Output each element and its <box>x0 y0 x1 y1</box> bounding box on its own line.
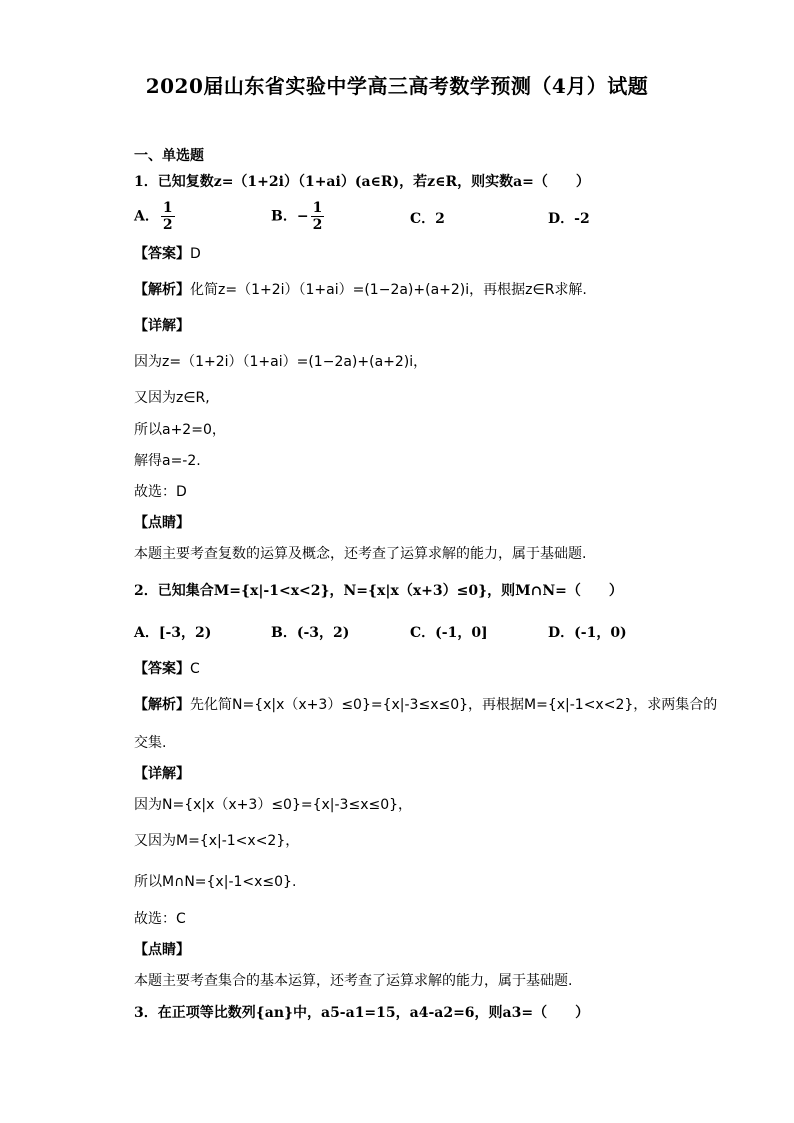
q1-answer <box>134 244 201 264</box>
q1-answer-value: D <box>190 246 201 262</box>
q1-analysis-tag: 【解析】 <box>134 282 190 298</box>
q2-detail-tag: 【详解】 <box>134 766 190 782</box>
q1-analysis-text: 化简z=（1+2i）（1+ai）=(1−2a)+(a+2)i，再根据z∈R求解. <box>190 282 587 298</box>
q1-option-b-numerator: 1 <box>312 200 323 216</box>
q2-option-d: D．(-1，0) <box>548 625 627 641</box>
q1-analysis <box>134 280 587 300</box>
q2-detail-line-4: 故选：C <box>134 911 186 927</box>
q2-answer-tag: 【答案】 <box>134 661 190 677</box>
q1-detail-line-4: 解得a=-2. <box>134 453 201 469</box>
q1-option-a-fraction <box>161 200 175 233</box>
q1-option-d: D．-2 <box>548 211 590 227</box>
q1-answer-tag: 【答案】 <box>134 246 190 262</box>
q2-answer-value: C <box>190 661 200 677</box>
q2-detail-line-1: 因为N={x|x（x+3）≤0}={x|-3≤x≤0}， <box>134 797 413 813</box>
q1-option-b-fraction <box>311 200 325 233</box>
q2-comment-tag: 【点睛】 <box>134 942 190 958</box>
q2-analysis-text: 先化简N={x|x（x+3）≤0}={x|-3≤x≤0}，再根据M={x|-1<x<2}，求两集合的 <box>190 697 718 713</box>
q2-analysis-tag: 【解析】 <box>134 697 190 713</box>
q1-option-c: C．2 <box>410 211 445 227</box>
q2-analysis-continuation: 交集. <box>134 735 167 751</box>
q3-stem: 3．在正项等比数列{an}中，a5-a1=15，a4-a2=6，则a3=（ ） <box>134 1005 590 1021</box>
q1-detail-tag: 【详解】 <box>134 318 190 334</box>
q1-option-a-denominator: 2 <box>162 217 173 233</box>
q2-answer <box>134 659 200 679</box>
section-heading: 一、单选题 <box>134 148 204 164</box>
q2-option-a: A．[-3，2) <box>134 625 212 641</box>
q1-comment-tag: 【点睛】 <box>134 515 190 531</box>
q2-detail-line-2: 又因为M={x|-1<x<2}， <box>134 833 300 849</box>
q1-option-a-label: A． <box>134 208 159 225</box>
q2-detail-line-3: 所以M∩N={x|-1<x≤0}. <box>134 874 297 890</box>
q1-detail-line-3: 所以a+2=0， <box>134 422 226 438</box>
q1-option-b <box>271 200 326 233</box>
q1-comment: 本题主要考查复数的运算及概念，还考查了运算求解的能力，属于基础题. <box>134 546 587 562</box>
q1-option-a-numerator: 1 <box>162 200 173 216</box>
q2-analysis <box>134 695 717 715</box>
q2-option-c: C．(-1，0] <box>410 625 488 641</box>
q1-stem: 1．已知复数z=（1+2i）（1+ai）(a∈R)，若z∈R，则实数a=（ ） <box>134 174 590 190</box>
page-title: 2020届山东省实验中学高三高考数学预测（4月）试题 <box>145 74 649 98</box>
q1-detail-line-5: 故选：D <box>134 484 187 500</box>
q1-detail-line-1: 因为z=（1+2i）（1+ai）=(1−2a)+(a+2)i， <box>134 354 428 370</box>
q2-comment: 本题主要考查集合的基本运算，还考查了运算求解的能力，属于基础题. <box>134 973 573 989</box>
q1-option-a <box>134 200 177 233</box>
q2-option-b: B．(-3，2) <box>271 625 350 641</box>
q2-stem: 2．已知集合M={x|-1<x<2}，N={x|x（x+3）≤0}，则M∩N=（ ） <box>134 583 623 599</box>
q1-detail-line-2: 又因为z∈R, <box>134 390 210 406</box>
q1-option-b-denominator: 2 <box>312 217 323 233</box>
q1-option-b-label: B．− <box>271 208 309 225</box>
